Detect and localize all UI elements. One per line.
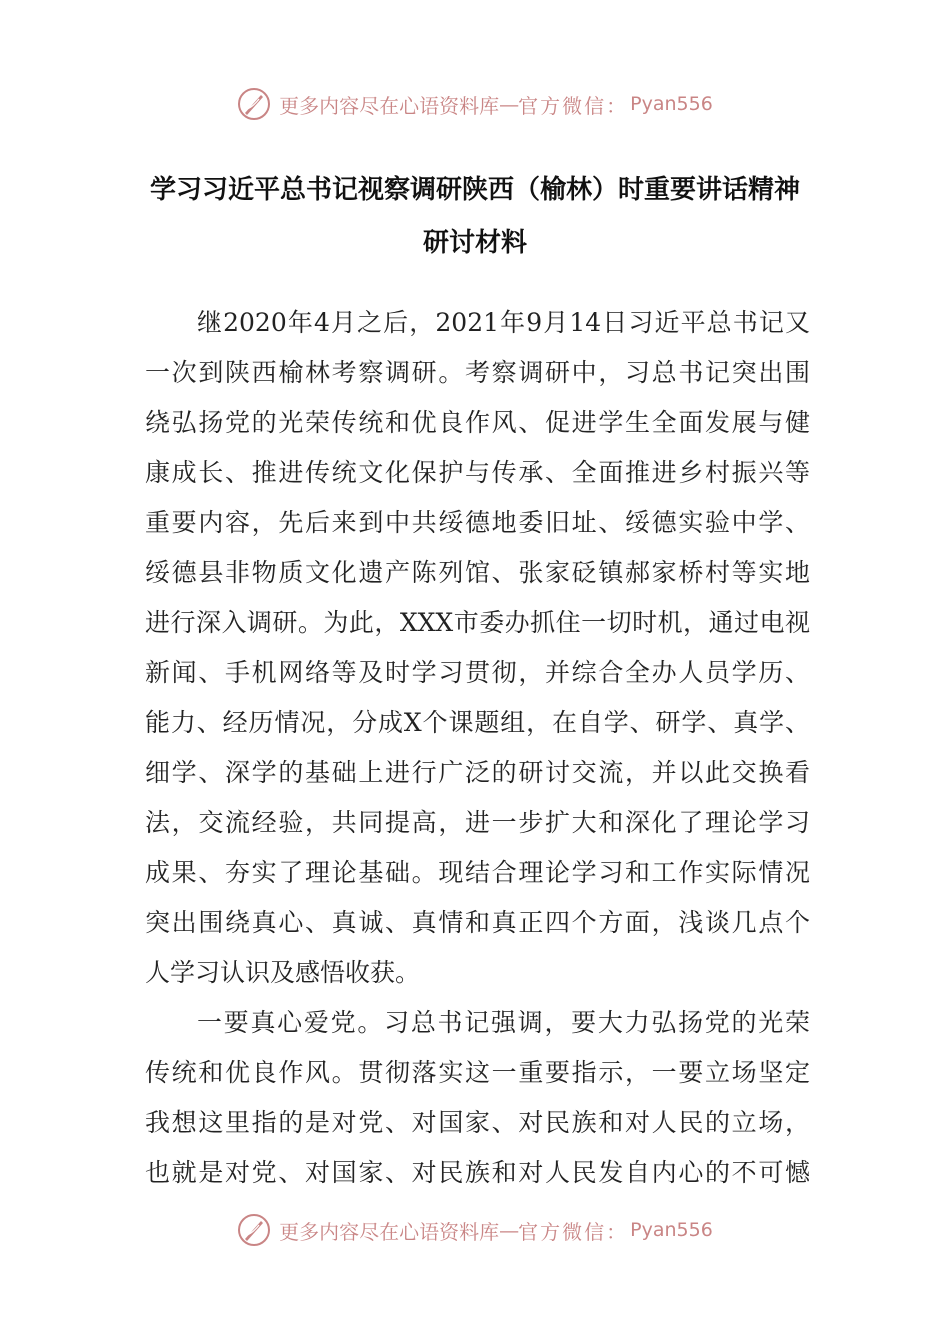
body-line: 也就是对党、对国家、对民族和对人民发自内心的不可憾 [145, 1158, 810, 1187]
body-line: 突出围绕真心、真诚、真情和真正四个方面，浅谈几点个 [145, 908, 810, 937]
body-line: 一次到陕西榆林考察调研。考察调研中，习总书记突出围 [145, 358, 810, 387]
body-line: 绥德县非物质文化遗产陈列馆、张家砭镇郝家桥村等实地 [145, 558, 810, 587]
watermark-separator: — [499, 1218, 519, 1242]
body-line: 重要内容，先后来到中共绥德地委旧址、绥德实验中学、 [145, 508, 810, 537]
body-line: 细学、深学的基础上进行广泛的研讨交流，并以此交换看 [145, 758, 810, 787]
watermark-wechat-id: Pyan556 [630, 1219, 713, 1241]
document-title-line-1: 学习习近平总书记视察调研陕西（榆林）时重要讲话精神 [149, 175, 800, 205]
footer-watermark [0, 1208, 950, 1252]
body-line: 继2020年4月之后，2021年9月14日习近平总书记又 [197, 308, 810, 337]
body-line: 传统和优良作风。贯彻落实这一重要指示，一要立场坚定 [145, 1058, 810, 1087]
body-line: 我想这里指的是对党、对国家、对民族和对人民的立场， [145, 1108, 810, 1137]
quill-pen-logo-icon [237, 87, 271, 121]
body-line: 成果、夯实了理论基础。现结合理论学习和工作实际情况 [145, 858, 810, 887]
body-line: 能力、经历情况，分成X个课题组，在自学、研学、真学、 [145, 708, 810, 737]
body-line: 康成长、推进传统文化保护与传承、全面推进乡村振兴等 [145, 458, 810, 487]
document-title-line-2: 研讨材料 [422, 228, 527, 258]
watermark-site-text: 更多内容尽在心语资料库 [279, 93, 500, 118]
body-line: 法，交流经验，共同提高，进一步扩大和深化了理论学习 [145, 808, 810, 837]
header-watermark [0, 82, 950, 126]
body-line: 绕弘扬党的光荣传统和优良作风、促进学生全面发展与健 [145, 408, 810, 437]
body-line: 一要真心爱党。习总书记强调，要大力弘扬党的光荣 [197, 1008, 810, 1037]
watermark-label: 官方微信： [518, 93, 629, 118]
body-line: 新闻、手机网络等及时学习贯彻，并综合全办人员学历、 [145, 658, 810, 687]
watermark-site-text: 更多内容尽在心语资料库 [279, 1219, 500, 1244]
watermark-separator: — [499, 92, 519, 116]
body-line: 进行深入调研。为此，XXX市委办抓住一切时机，通过电视 [145, 608, 810, 637]
watermark-label: 官方微信： [518, 1219, 629, 1244]
watermark-wechat-id: Pyan556 [630, 93, 713, 115]
body-line: 人学习认识及感悟收获。 [145, 958, 421, 987]
quill-pen-logo-icon [237, 1213, 271, 1247]
